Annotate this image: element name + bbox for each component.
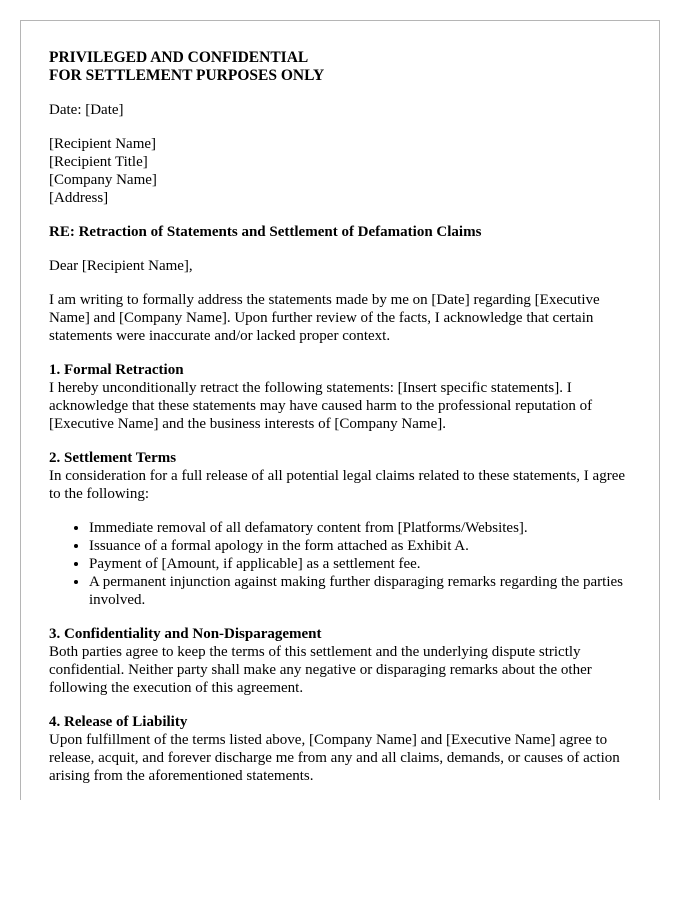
- section-heading: 3. Confidentiality and Non-Disparagement: [49, 626, 322, 642]
- section-body: Upon fulfillment of the terms listed above, [Company Name] and [Executive Name] agree to release, acquit, and forever discharge me from any and all claims, demands, or causes of action arising from the aforementioned statements.: [49, 732, 620, 784]
- section-heading: 4. Release of Liability: [49, 714, 188, 730]
- recipient-address: [Address]: [49, 190, 109, 206]
- intro-paragraph: I am writing to formally address the statements made by me on [Date] regarding [Executive Name] and [Company Name]. Upon further review of the facts, I acknowledge that certain statements were inaccurate and/or lacked proper context.: [49, 292, 600, 344]
- section-body: Both parties agree to keep the terms of this settlement and the underlying dispute strictly confidential. Neither party shall make any negative or disparaging remarks about the other following the execution of this agreement.: [49, 644, 592, 696]
- recipient-title: [Recipient Title]: [49, 154, 148, 170]
- section-body: In consideration for a full release of all potential legal claims related to these statements, I agree to the following:: [49, 468, 626, 502]
- list-item: • A permanent injunction against making further disparaging remarks regarding the parties involved.: [89, 573, 639, 609]
- recipient-address-block: [49, 135, 639, 207]
- section-formal-retraction: [49, 361, 639, 433]
- section-heading: 2. Settlement Terms: [49, 450, 177, 466]
- document-page: [20, 20, 660, 800]
- confidentiality-header: [49, 49, 639, 85]
- list-item: • Issuance of a formal apology in the form attached as Exhibit A.: [89, 537, 639, 555]
- list-item: • Payment of [Amount, if applicable] as a settlement fee.: [89, 555, 639, 573]
- header-line-privileged: PRIVILEGED AND CONFIDENTIAL: [49, 49, 309, 66]
- recipient-name: [Recipient Name]: [49, 136, 157, 152]
- recipient-company: [Company Name]: [49, 172, 157, 188]
- subject-line: RE: Retraction of Statements and Settlement of Defamation Claims: [49, 224, 482, 240]
- section-heading: 1. Formal Retraction: [49, 362, 184, 378]
- letter-date: Date: [Date]: [49, 102, 124, 118]
- header-line-settlement: FOR SETTLEMENT PURPOSES ONLY: [49, 67, 325, 84]
- section-body: I hereby unconditionally retract the following statements: [Insert specific statements]. I acknowledge that these statements may have caused harm to the professional reputation of [Executive Name] and the business interests of [Company Name].: [49, 380, 593, 432]
- section-release-of-liability: [49, 713, 639, 785]
- list-item: • Immediate removal of all defamatory content from [Platforms/Websites].: [89, 519, 639, 537]
- letter-content: [49, 49, 639, 800]
- salutation: Dear [Recipient Name],: [49, 258, 193, 274]
- settlement-terms-list: [49, 519, 639, 609]
- section-confidentiality: [49, 625, 639, 697]
- section-settlement-terms: [49, 449, 639, 609]
